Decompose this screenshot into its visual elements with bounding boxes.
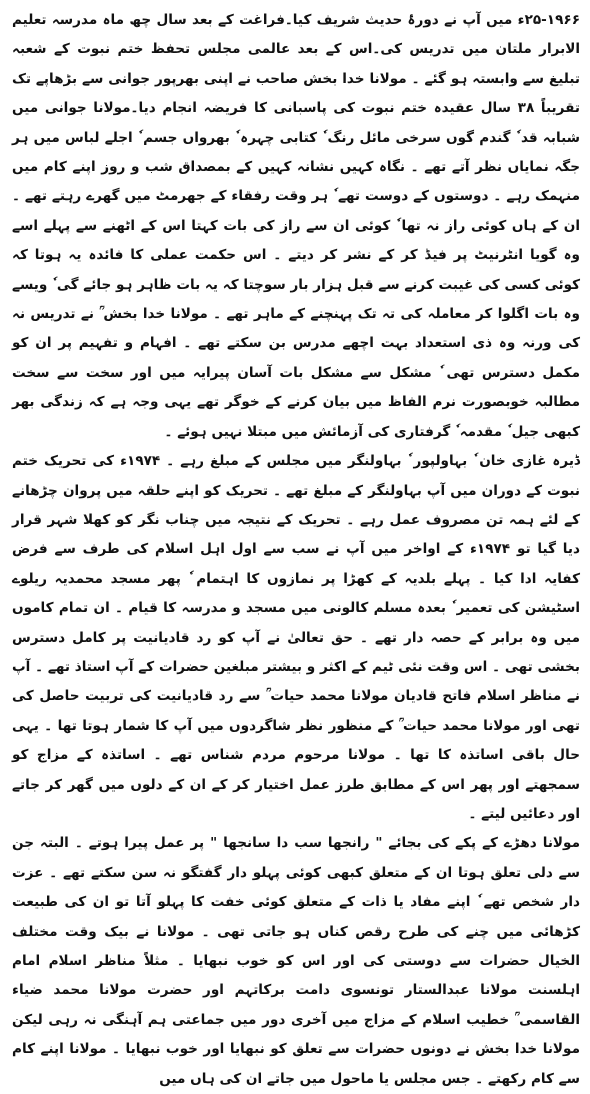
paragraph-3: مولانا دھڑے کے پکے کی بجائے " رانجھا سب دا سانجھا " پر عمل پیرا ہوتے ۔ البتہ جن سے دلی تعلق ہوتا ان کے متعلق کبھی کوئی پہلو دار گفتگو نہ سن سکتے تھے ۔ عزت دار شخص تھے ٗ اپنے مفاد یا ذات کے متعلق کوئی خفت کا پہلو آتا تو ان کی طبیعت کڑھائی میں چنے کی طرح رقص کناں ہو جاتی تھی ۔ مولانا نے بیک وقت مختلف الخیال حضرات سے دوستی کی اور اس کو خوب نبھایا ۔ مثلاً مناظر اسلام امام اہلسنت مولانا عبدالستار تونسوی دامت برکاتہم اور حضرت مولانا محمد ضیاء القاسمی ؒ خطیب اسلام کے مزاج میں آخری دور میں جماعتی ہم آہنگی نہ رہی لیکن مولانا خدا بخش نے دونوں حضرات سے تعلق کو نبھایا اور خوب نبھایا ۔ مولانا اپنے کام سے کام رکھتے ۔ جس مجلس یا ماحول میں جاتے ان کی ہاں میں — [12, 835, 580, 1087]
paragraph-1: ۲۵-۱۹۶۶ء میں آپ نے دورۂ حدیث شریف کیا۔فراغت کے بعد سال چھ ماہ مدرسہ تعلیم الابرار ملتان میں تدریس کی۔اس کے بعد عالمی مجلس تحفظ ختم نبوت کے شعبہ تبلیغ سے وابستہ ہو گئے ۔ مولانا خدا بخش صاحب نے اپنی بھرپور جوانی سے بڑھاپے تک تقریباً ۳۸ سال عقیدہ ختم نبوت کی پاسبانی کا فریضہ انجام دیا۔مولانا جوانی میں شبابہ قد ٗ گندم گوں سرخی مائل رنگ ٗ کتابی چہرہ ٗ بھرواں جسم ٗ اجلے لباس میں ہر جگہ نمایاں نظر آتے تھے ۔ نگاہ کہیں نشانہ کہیں کے بمصداق شب و روز اپنے کام میں منہمک رہے ۔ دوستوں کے دوست تھے ٗ ہر وقت رفقاء کے جھرمٹ میں گھرے رہتے تھے ۔ ان کے ہاں کوئی راز نہ تھا ٗ کوئی ان سے راز کی بات کہتا اس کے اٹھنے سے پہلے اسے وہ گویا انٹرنیٹ پر فیڈ کر کے نشر کر دیتے ۔ اس حکمت عملی کا فائدہ یہ ہوتا کہ کوئی کسی کی غیبت کرنے سے قبل ہزار بار سوچتا کہ یہ بات ظاہر ہو جائے گی ٗ ویسے وہ بات اگلوا کر معاملہ کی تہ تک پہنچنے کے ماہر تھے ۔ مولانا خدا بخش ؒ نے تدریس نہ کی ورنہ وہ ذی استعداد بہت اچھے مدرس بن سکتے تھے ۔ افہام و تفہیم پر ان کو مکمل دسترس تھی ٗ مشکل سے مشکل بات آسان پیرایہ میں اور سخت سے سخت مطالبہ خوبصورت نرم الفاظ میں بیان کرنے کے خوگر تھے یہی وجہ ہے کہ زندگی بھر کبھی جیل ٗ مقدمہ ٗ گرفتاری کی آزمائش میں مبتلا نہیں ہوئے ۔ — [12, 12, 580, 440]
paragraph-2: ڈیرہ غازی خان ٗ بہاولپور ٗ بہاولنگر میں مجلس کے مبلغ رہے ۔ ۱۹۷۴ء کی تحریک ختم نبوت کے دوران میں آپ بہاولنگر کے مبلغ تھے ۔ تحریک کو اپنے حلقہ میں پروان چڑھانے کے لئے ہمہ تن مصروف عمل رہے ۔ تحریک کے نتیجہ میں چناب نگر کو کھلا شہر قرار دیا گیا تو ۱۹۷۴ء کے اواخر میں آپ نے سب سے اول اہل اسلام کی طرف سے فرض کفایہ ادا کیا ۔ پہلے بلدیہ کے کھڑا پر نمازوں کا اہتمام ٗ پھر مسجد محمدیہ ریلوے اسٹیشن کی تعمیر ٗ بعدہ مسلم کالونی میں مسجد و مدرسہ کا قیام ۔ ان تمام کاموں میں وہ برابر کے حصہ دار تھے ۔ حق تعالیٰ نے آپ کو رد قادیانیت پر کامل دسترس بخشی تھی ۔ اس وقت نئی ٹیم کے اکثر و بیشتر مبلغین حضرات کے آپ استاذ تھے ۔ آپ نے مناظر اسلام فاتح قادیان مولانا محمد حیات ؒ سے رد قادیانیت کی تربیت حاصل کی تھی اور مولانا محمد حیات ؒ کے منظور نظر شاگردوں میں آپ کا شمار ہوتا تھا ۔ یہی حال باقی اساتذہ کا تھا ۔ مولانا مرحوم مردم شناس تھے ۔ اساتذہ کے مزاج کو سمجھتے اور پھر اس کے مطابق طرز عمل اختیار کر کے ان کے دلوں میں گھر کر جاتے اور دعائیں لیتے ۔ — [12, 453, 580, 822]
